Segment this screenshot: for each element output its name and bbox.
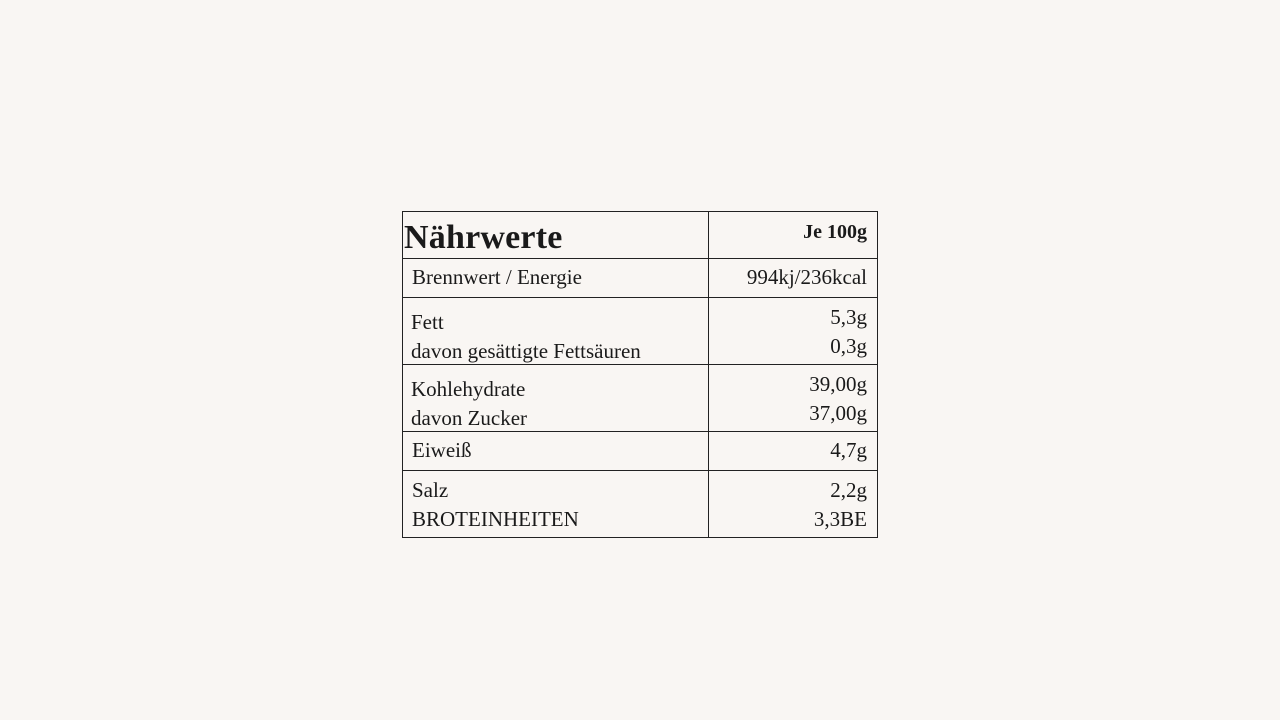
table-row-fat — [403, 297, 877, 364]
fat-value: 5,3g — [830, 305, 867, 329]
fat-label: Fett — [411, 310, 444, 334]
salt-label: Salz — [412, 478, 449, 502]
header-label-cell — [403, 212, 709, 258]
table-header-row — [403, 212, 877, 258]
label-cell — [403, 259, 709, 297]
table-row-carbs — [403, 364, 877, 431]
saturated-fat-label: davon gesättigte Fettsäuren — [411, 339, 641, 363]
sugar-value: 37,00g — [809, 401, 867, 425]
label-cell — [403, 432, 709, 470]
value-cell — [709, 471, 877, 537]
protein-value: 4,7g — [830, 438, 867, 462]
salt-value: 2,2g — [830, 478, 867, 502]
bread-units-value: 3,3BE — [813, 507, 867, 531]
column-header: Je 100g — [803, 221, 867, 243]
energy-label: Brennwert / Energie — [412, 265, 582, 289]
label-cell — [403, 298, 709, 364]
carbs-value: 39,00g — [809, 372, 867, 396]
value-cell — [709, 298, 877, 364]
header-value-cell — [709, 212, 877, 258]
table-row-energy — [403, 258, 877, 297]
bread-units-label: BROTEINHEITEN — [412, 507, 579, 531]
table-row-protein — [403, 431, 877, 470]
table-row-salt — [403, 470, 877, 537]
protein-label: Eiweiß — [412, 438, 472, 462]
saturated-fat-value: 0,3g — [830, 334, 867, 358]
nutrition-table — [402, 211, 878, 538]
value-cell — [709, 365, 877, 431]
carbs-label: Kohlehydrate — [411, 377, 526, 401]
value-cell — [709, 432, 877, 470]
label-cell — [403, 365, 709, 431]
value-cell — [709, 259, 877, 297]
sugar-label: davon Zucker — [411, 406, 528, 430]
table-title: Nährwerte — [404, 219, 563, 256]
energy-value: 994kj/236kcal — [746, 265, 867, 289]
label-cell — [403, 471, 709, 537]
